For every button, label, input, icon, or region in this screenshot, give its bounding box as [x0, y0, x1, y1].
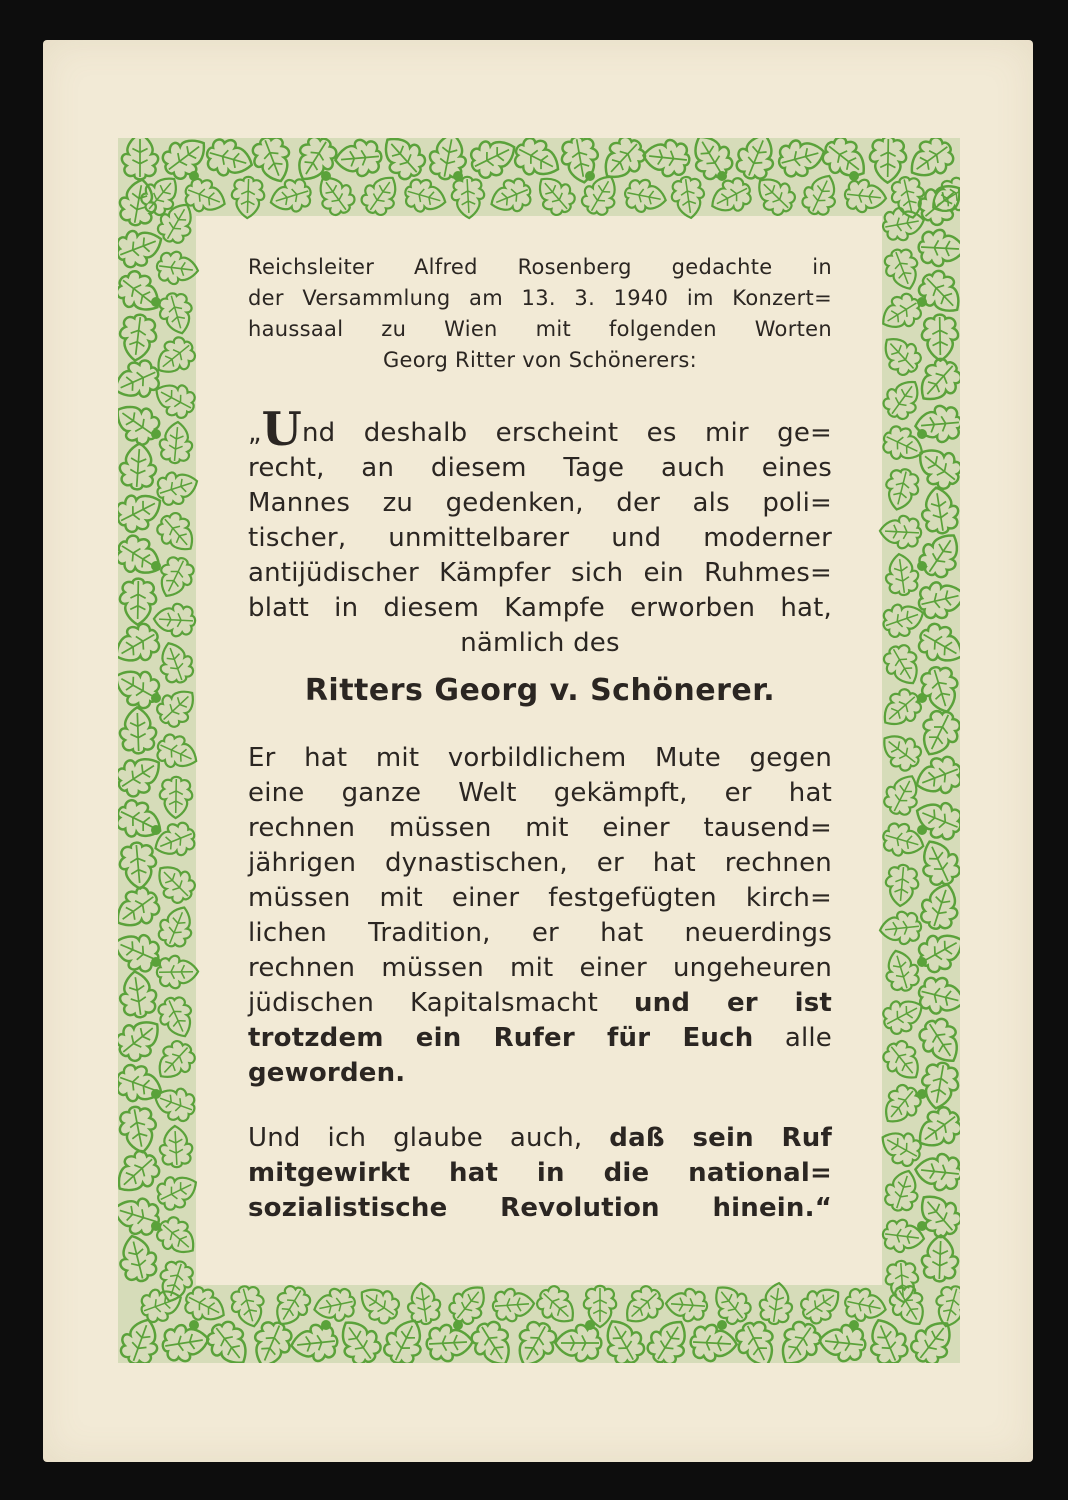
acorn-icon [917, 693, 927, 703]
acorn-icon [151, 297, 161, 307]
drop-cap: U [261, 402, 302, 456]
quote-line: antijüdischer Kämpfer sich ein Ruhmes= [248, 558, 832, 588]
quote-text: alle [753, 1023, 833, 1053]
quote-line: müssen mit einer festgefügten kirch= [248, 883, 832, 913]
opening-quote-mark: „ [248, 418, 262, 448]
acorn-icon [151, 957, 161, 967]
acorn-icon [917, 1089, 927, 1099]
quote-line: lichen Tradition, er hat neuerdings [248, 918, 832, 948]
acorn-icon [917, 561, 927, 571]
acorn-icon [151, 825, 161, 835]
quote-line [248, 1121, 832, 1156]
quote-line: recht, an diesem Tage auch eines [248, 453, 832, 483]
intro-line: Reichsleiter Alfred Rosenberg gedachte in [248, 255, 832, 279]
acorn-icon [151, 429, 161, 439]
acorn-icon [151, 693, 161, 703]
quote-line: nämlich des [460, 628, 620, 658]
quote-line: geworden. [248, 1058, 406, 1088]
quote-line [248, 402, 832, 456]
quote-line: jährigen dynastischen, er hat rechnen [248, 848, 832, 878]
quote-line: rechnen müssen mit einer tausend= [248, 813, 832, 843]
quote-text-bold: und er ist [633, 988, 832, 1018]
acorn-icon [849, 1320, 859, 1330]
quote-line [248, 986, 832, 1021]
acorn-icon [849, 171, 859, 181]
acorn-icon [585, 1320, 595, 1330]
acorn-icon [453, 1320, 463, 1330]
quote-text-bold: daß sein Ruf [609, 1123, 832, 1153]
quote-line: Er hat mit vorbildlichem Mute gegen [248, 743, 832, 773]
quote-text: nd deshalb erscheint es mir ge= [302, 418, 832, 448]
quote-text: Und ich glaube auch, [248, 1123, 610, 1153]
acorn-icon [189, 1320, 199, 1330]
quote-line: blatt in diesem Kampfe erworben hat, [248, 593, 832, 623]
acorn-icon [151, 1089, 161, 1099]
acorn-icon [917, 957, 927, 967]
acorn-icon [917, 297, 927, 307]
quote-line: sozialistische Revolution hinein.“ [248, 1193, 832, 1223]
quote-text: jüdischen Kapitalsmacht [248, 988, 634, 1018]
acorn-icon [717, 171, 727, 181]
acorn-icon [321, 171, 331, 181]
honoree-name: Ritters Georg v. Schönerer. [304, 673, 776, 708]
acorn-icon [151, 1221, 161, 1231]
card-text [248, 252, 832, 1226]
intro-line: der Versammlung am 13. 3. 1940 im Konzert= [248, 286, 832, 310]
quote-paragraph-3 [248, 1121, 832, 1226]
quote-line: rechnen müssen mit einer ungeheuren [248, 953, 832, 983]
intro-line: haussaal zu Wien mit folgenden Worten [248, 317, 832, 341]
acorn-icon [321, 1320, 331, 1330]
intro-line: Georg Ritter von Schönerers: [382, 348, 698, 372]
acorn-icon [717, 1320, 727, 1330]
quote-line [248, 1021, 832, 1056]
quote [248, 402, 833, 1226]
quote-paragraph-2 [248, 741, 832, 1091]
acorn-icon [189, 171, 199, 181]
quote-line: Mannes zu gedenken, der als poli= [248, 488, 832, 518]
acorn-icon [917, 1221, 927, 1231]
quote-line: mitgewirkt hat in die national= [248, 1158, 832, 1188]
quote-line: eine ganze Welt gekämpft, er hat [248, 778, 832, 808]
quote-line: tischer, unmittelbarer und moderner [248, 523, 832, 553]
intro-paragraph [248, 252, 832, 376]
acorn-icon [151, 561, 161, 571]
acorn-icon [917, 429, 927, 439]
acorn-icon [585, 171, 595, 181]
acorn-icon [917, 825, 927, 835]
acorn-icon [453, 171, 463, 181]
quote-text-bold: trotzdem ein Rufer für Euch [248, 1023, 754, 1053]
